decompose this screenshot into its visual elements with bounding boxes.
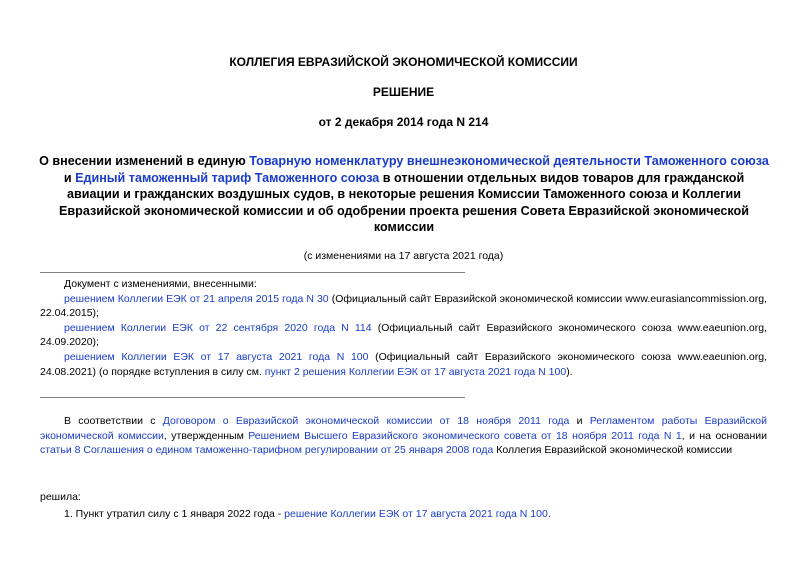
eec-regulations-link[interactable]: Регламентом работы Евразийской экономической комиссии [40, 415, 767, 442]
customs-tariff-link[interactable]: Единый таможенный тариф Таможенного союза [75, 170, 380, 185]
title-text: О внесении изменений в единую [39, 154, 250, 168]
document-type-heading: РЕШЕНИЕ [372, 85, 435, 99]
point-1-paragraph [40, 507, 767, 522]
preamble-paragraph [40, 414, 767, 458]
change-item [40, 292, 767, 321]
tnved-link[interactable]: Товарную номенклатуру внешнеэкономической деятельности Таможенного союза [249, 154, 769, 168]
preamble-text: В соответствии с [64, 415, 163, 427]
decision-30-link[interactable]: решением Коллегии ЕЭК от 21 апреля 2015 года N 30 [64, 292, 329, 305]
revision-note: (с изменениями на 17 августа 2021 года) [303, 250, 504, 262]
change-item [40, 350, 767, 379]
decision-100-link[interactable]: решением Коллегии ЕЭК от 17 августа 2021 года N 100 [64, 350, 369, 363]
preamble-text: и [569, 415, 590, 427]
decision-114-link[interactable]: решением Коллегии ЕЭК от 22 сентября 2020 года N 114 [64, 321, 372, 334]
tariff-agreement-article8-link[interactable]: статьи 8 Соглашения о едином таможенно-тарифном регулировании от 25 января 2008 года [40, 444, 494, 457]
decision-100-point2-link[interactable]: пункт 2 решения Коллегии ЕЭК от 17 августа 2021 года N 100 [264, 365, 567, 378]
change-source: (Официальный сайт Евразийской экономической комиссии www.eurasiancommission.org, 22.04.2015); [40, 292, 767, 320]
title-text: в отношении отдельных видов товаров для гражданской авиации и гражданских воздушных судов, в некоторые решения Комиссии Таможенного союза и Коллегии Евразийской экономической комиссии и об одобрении проекта решения Совета Евразийской экономической комиссии [59, 170, 749, 235]
change-source: (Официальный сайт Евразийского экономического союза www.eaeunion.org, 24.08.2021) (о порядке вступления в силу см. [40, 350, 767, 378]
changes-intro: Документ с изменениями, внесенными: [64, 278, 257, 290]
title-text: и [63, 170, 76, 185]
change-tail: ). [566, 365, 573, 378]
authority-heading: КОЛЛЕГИЯ ЕВРАЗИЙСКОЙ ЭКОНОМИЧЕСКОЙ КОМИССИИ [229, 55, 578, 69]
eec-treaty-link[interactable]: Договором о Евразийской экономической комиссии от 18 ноября 2011 года [162, 415, 570, 427]
change-source: (Официальный сайт Евразийского экономического союза www.eaeunion.org, 24.09.2020); [40, 321, 767, 349]
point-1-decision-link[interactable]: решение Коллегии ЕЭК от 17 августа 2021 года N 100 [284, 508, 548, 520]
point-1-text: 1. Пункт утратил силу с 1 января 2022 года - [64, 508, 285, 520]
supreme-council-decision-link[interactable]: Решением Высшего Евразийского экономического совета от 18 ноября 2011 года N 1 [248, 429, 682, 442]
point-1-tail: . [547, 508, 551, 520]
divider-bottom [40, 397, 465, 398]
decided-label: решила: [40, 491, 81, 503]
changes-block [40, 277, 767, 379]
date-number-heading: от 2 декабря 2014 года N 214 [318, 115, 489, 129]
preamble-text: , утвержденным [163, 429, 249, 442]
divider-top [40, 272, 465, 273]
point-1 [40, 507, 767, 522]
document-title [38, 153, 770, 236]
preamble-text: , и на основании [681, 429, 768, 442]
preamble [40, 414, 767, 458]
change-item [40, 321, 767, 350]
preamble-text: Коллегия Евразийской экономической комиссии [493, 444, 733, 457]
